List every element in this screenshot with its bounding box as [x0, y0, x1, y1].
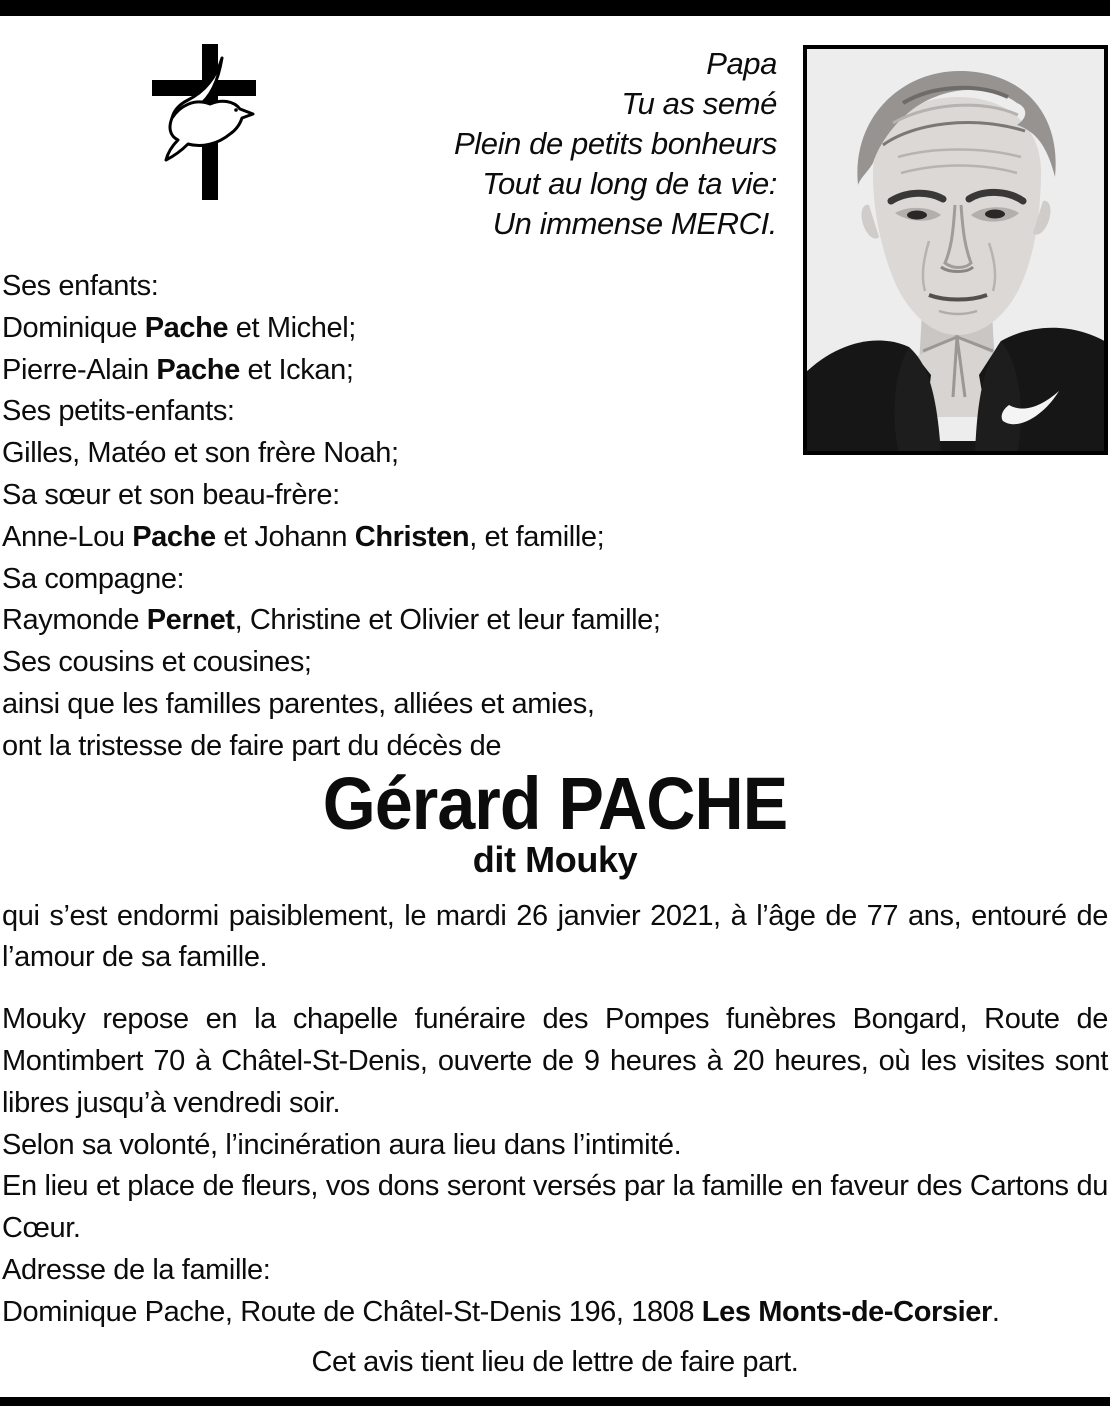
text-segment: Pache [132, 520, 216, 553]
text-segment: Pache [144, 311, 229, 344]
text-segment: Ses cousins et cousines; [2, 646, 312, 679]
text-segment: Pernet [146, 604, 235, 637]
family-line [2, 642, 1108, 684]
closing-line: Cet avis tient lieu de lettre de faire part. [311, 1345, 799, 1378]
family-line [2, 559, 1108, 601]
bottom-border-bar [0, 1397, 1110, 1406]
text-segment: , et famille; [469, 520, 605, 553]
poem-line: Tu as semé [621, 86, 777, 121]
poem-line: Tout au long de ta vie: [482, 166, 777, 201]
text-segment: Christen [354, 520, 470, 553]
family-line [2, 600, 1108, 642]
poem-line: Plein de petits bonheurs [453, 126, 777, 161]
text-segment: et Johann [215, 520, 355, 553]
text-segment: Ses enfants: [2, 270, 159, 302]
text-segment: Pierre-Alain [2, 353, 157, 386]
content [2, 266, 1108, 1383]
text-segment: Sa compagne: [2, 562, 185, 595]
text-segment: . [991, 1295, 1000, 1328]
address-label: Adresse de la famille: [2, 1253, 271, 1286]
paragraph-donations: En lieu et place de fleurs, vos dons seront versés par la famille en faveur des Cartons du Cœur. [2, 1170, 1108, 1245]
text-segment: Anne-Lou [2, 520, 133, 553]
text-segment: Gilles, Matéo et son frère Noah; [2, 437, 399, 470]
poem-line: Papa [706, 46, 777, 81]
family-line [2, 350, 1108, 392]
family-line [2, 391, 1108, 433]
text-segment: Dominique Pache, Route de Châtel-St-Denis 196, 1808 [2, 1295, 702, 1328]
family-list [2, 266, 1108, 768]
header [0, 16, 1110, 266]
paragraph-cremation: Selon sa volonté, l’incinération aura lieu dans l’intimité. [2, 1128, 682, 1161]
text-segment: et Michel; [228, 311, 356, 344]
poem-line: Un immense MERCI. [492, 206, 777, 241]
top-border-bar [0, 0, 1110, 16]
text-segment: ainsi que les familles parentes, alliées et amies, [2, 687, 595, 720]
poem [454, 44, 777, 244]
family-line [2, 266, 1108, 308]
paragraph-death: qui s’est endormi paisiblement, le mardi 26 janvier 2021, à l’âge de 77 ans, entouré de l’amour de sa famille. [2, 899, 1108, 974]
notice-body [2, 896, 1108, 1384]
family-line [2, 475, 1108, 517]
text-segment: Sa sœur et son beau-frère: [2, 478, 340, 511]
family-line [2, 433, 1108, 475]
text-segment: et Ickan; [239, 353, 354, 386]
deceased-name: Gérard PACHE [322, 761, 788, 845]
family-line [2, 517, 1108, 559]
text-segment: ont la tristesse de faire part du décès de [2, 729, 502, 762]
paragraph-chapel: Mouky repose en la chapelle funéraire des Pompes funèbres Bongard, Route de Montimbert 70 à Châtel-St-Denis, ouverte de 9 heures à 20 heures, où les visites sont libres jusqu’à vendredi soir. [2, 1003, 1108, 1119]
text-segment: Les Monts-de-Corsier [701, 1295, 992, 1328]
text-segment: , Christine et Olivier et leur famille; [234, 604, 661, 637]
text-segment: Raymonde [2, 604, 147, 637]
text-segment: Pache [156, 353, 240, 386]
address-line [2, 1292, 1108, 1334]
text-segment: Dominique [2, 311, 145, 344]
text-segment: Ses petits-enfants: [2, 395, 235, 428]
cross-dove-icon [150, 42, 270, 202]
deceased-nickname: dit Mouky [472, 838, 638, 880]
family-line [2, 308, 1108, 350]
family-line [2, 684, 1108, 726]
